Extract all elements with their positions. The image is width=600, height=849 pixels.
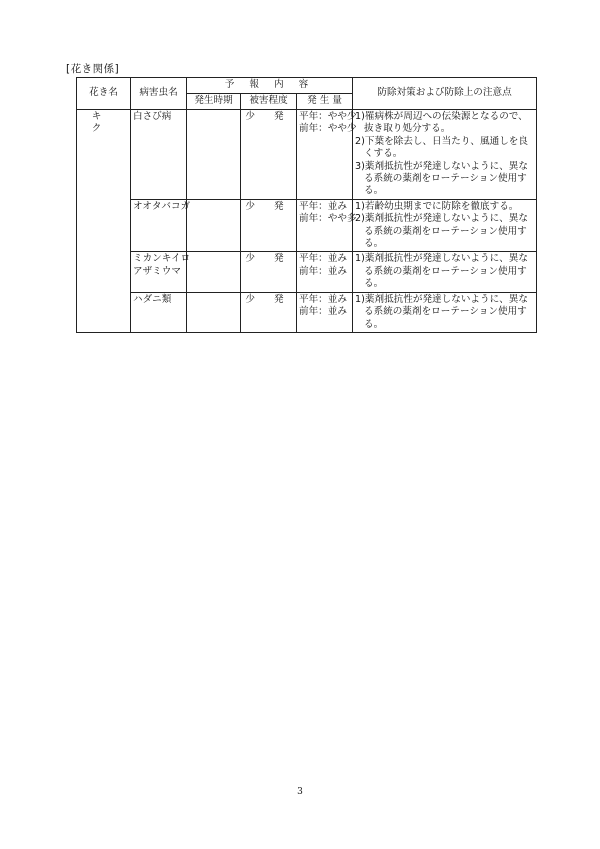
occurrence-time: [187, 252, 241, 292]
page-number: 3: [297, 787, 303, 797]
pest-name: オオタバコガ: [131, 199, 187, 252]
control-measures: 1)罹病株が周辺への伝染源となるので、抜き取り処分する。 2)下葉を除去し、日当たり、風通しを良くする。 3)薬剤抵抗性が発達しないように、異なる系統の薬剤をローテーション使用する。: [353, 110, 537, 200]
table-row: [77, 292, 537, 332]
control-measures: 1)若齢幼虫期までに防除を徹底する。 2)薬剤抵抗性が発達しないように、異なる系統の薬剤をローテーション使用する。: [353, 199, 537, 252]
header-crop: 花き名: [77, 78, 131, 110]
occurrence-amount: 平年：並み 前年：並み: [297, 252, 353, 292]
pest-name: ミカンキイロ アザミウマ: [131, 252, 187, 292]
table-row: [77, 110, 537, 200]
table-row: [77, 199, 537, 252]
damage-level: 少 発: [241, 110, 297, 200]
forecast-table: [76, 77, 537, 333]
occurrence-amount: 平年：やや少 前年：やや少: [297, 110, 353, 200]
header-occurrence-amount: 発 生 量: [297, 94, 353, 110]
pest-name: 白さび病: [131, 110, 187, 200]
header-pest: 病害虫名: [131, 78, 187, 110]
header-measures: 防除対策および防除上の注意点: [353, 78, 537, 110]
section-title: [花き関係]: [66, 63, 120, 75]
damage-level: 少 発: [241, 199, 297, 252]
header-forecast: 予 報 内 容: [187, 78, 353, 94]
crop-name: キ ク: [77, 110, 131, 333]
control-measures: 1)薬剤抵抗性が発達しないように、異なる系統の薬剤をローテーション使用する。: [353, 292, 537, 332]
occurrence-time: [187, 199, 241, 252]
control-measures: 1)薬剤抵抗性が発達しないように、異なる系統の薬剤をローテーション使用する。: [353, 252, 537, 292]
header-damage-level: 被害程度: [241, 94, 297, 110]
header-occurrence-time: 発生時期: [187, 94, 241, 110]
occurrence-time: [187, 292, 241, 332]
damage-level: 少 発: [241, 252, 297, 292]
pest-name: ハダニ類: [131, 292, 187, 332]
occurrence-time: [187, 110, 241, 200]
occurrence-amount: 平年：並み 前年：やや多: [297, 199, 353, 252]
table-row: [77, 252, 537, 292]
damage-level: 少 発: [241, 292, 297, 332]
occurrence-amount: 平年：並み 前年：並み: [297, 292, 353, 332]
